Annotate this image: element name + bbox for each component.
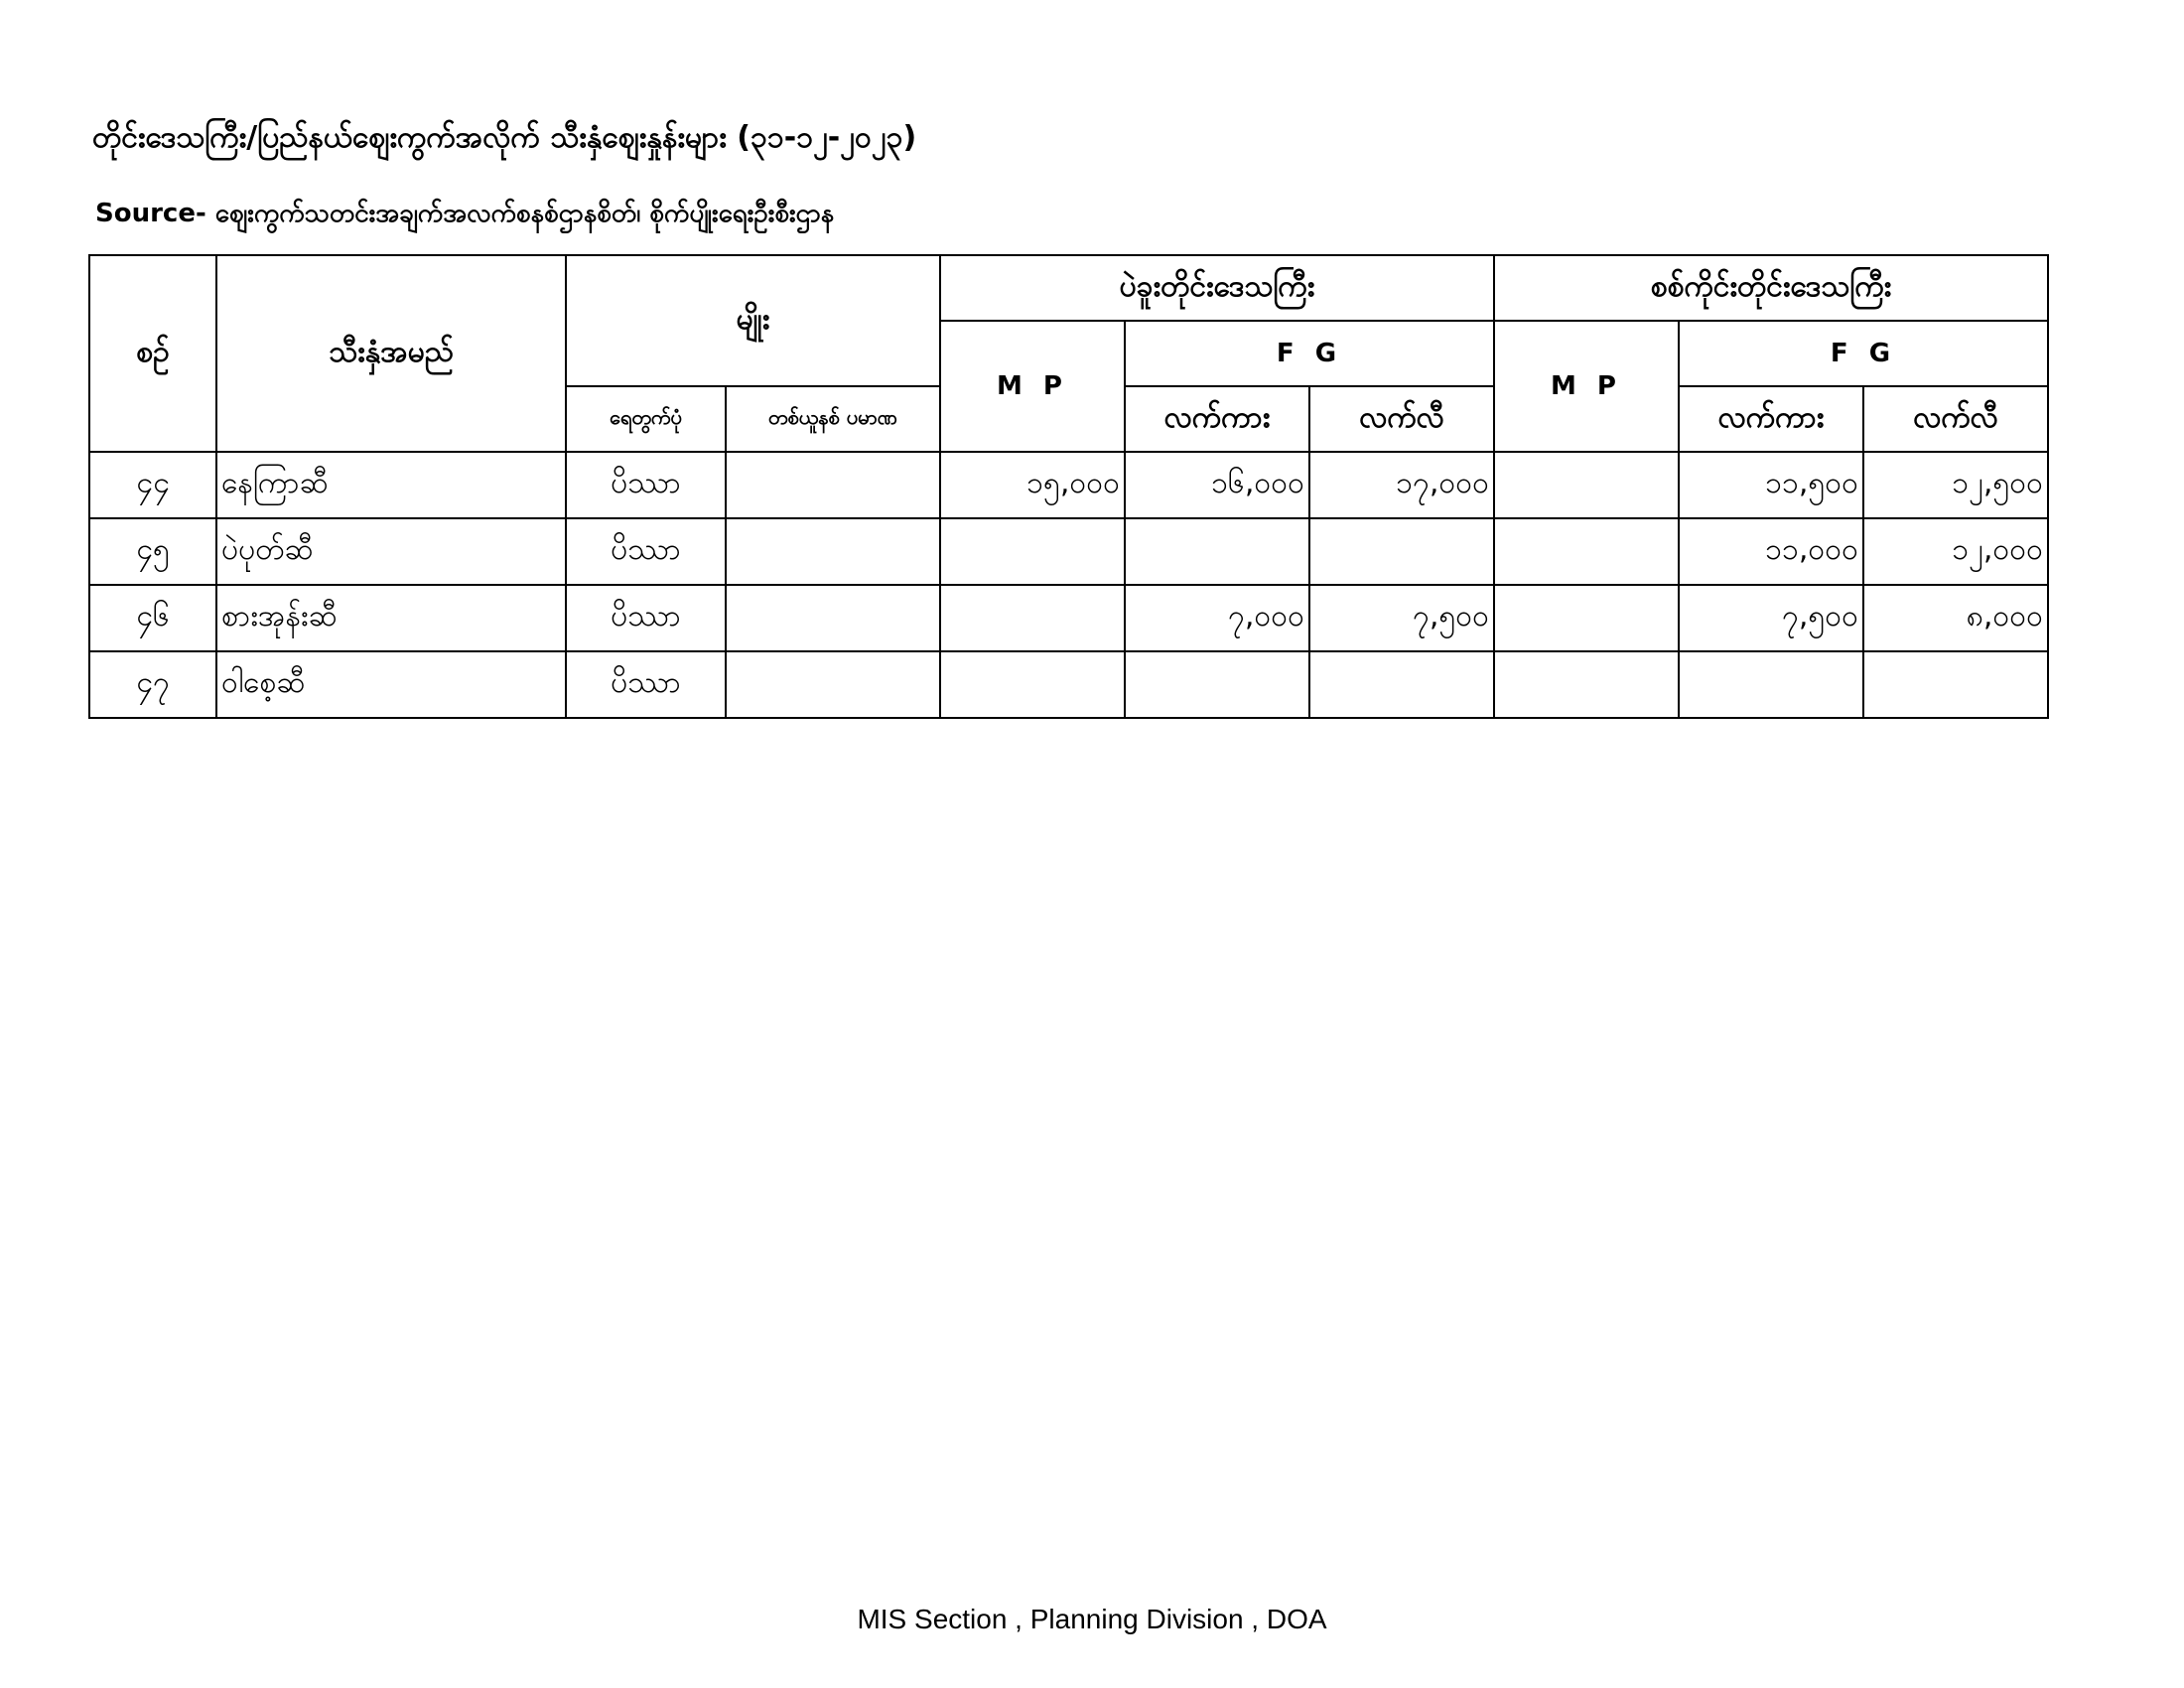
header-sagaing-fg: F G <box>1679 321 2048 386</box>
row-bago-retail <box>1309 518 1494 585</box>
table-row <box>89 585 2048 651</box>
row-no: ၄၆ <box>89 585 216 651</box>
row-bago-mp: ၁၅,၀၀၀ <box>940 452 1125 518</box>
page-title: တိုင်းဒေသကြီး/ပြည်နယ်ဈေးကွက်အလိုက် သီးနှံဈေးနှုန်းများ (၃၁-၁၂-၂၀၂၃) <box>92 120 917 155</box>
row-bago-mp <box>940 585 1125 651</box>
row-unit-quantity <box>726 452 940 518</box>
row-unit: ပိဿာ <box>566 452 726 518</box>
row-no: ၄၅ <box>89 518 216 585</box>
row-sagaing-mp <box>1494 452 1679 518</box>
row-sagaing-wholesale: ၇,၅၀၀ <box>1679 585 1863 651</box>
row-sagaing-retail: ၈,၀၀၀ <box>1863 585 2048 651</box>
table-row <box>89 452 2048 518</box>
header-sagaing-wholesale: လက်ကား <box>1679 386 1863 452</box>
row-sagaing-wholesale: ၁၁,၀၀၀ <box>1679 518 1863 585</box>
header-crop-name: သီးနှံအမည် <box>216 255 566 452</box>
header-bago-wholesale: လက်ကား <box>1125 386 1309 452</box>
row-sagaing-wholesale <box>1679 651 1863 718</box>
row-unit-quantity <box>726 585 940 651</box>
header-no: စဉ် <box>89 255 216 452</box>
row-sagaing-retail: ၁၂,၅၀၀ <box>1863 452 2048 518</box>
row-sagaing-mp <box>1494 518 1679 585</box>
row-bago-retail <box>1309 651 1494 718</box>
row-unit-quantity <box>726 651 940 718</box>
header-region-sagaing: စစ်ကိုင်းတိုင်းဒေသကြီး <box>1494 255 2048 321</box>
row-unit-quantity <box>726 518 940 585</box>
row-no: ၄၄ <box>89 452 216 518</box>
table-body <box>89 452 2048 718</box>
table-header <box>89 255 2048 452</box>
header-unit-count: ရေတွက်ပုံ <box>566 386 726 452</box>
row-bago-wholesale: ၁၆,၀၀၀ <box>1125 452 1309 518</box>
row-bago-retail: ၇,၅၀၀ <box>1309 585 1494 651</box>
header-unit-quantity: တစ်ယူနစ် ပမာဏ <box>726 386 940 452</box>
table-row <box>89 518 2048 585</box>
header-unit: မျိုး <box>566 255 940 386</box>
row-unit: ပိဿာ <box>566 585 726 651</box>
row-unit: ပိဿာ <box>566 651 726 718</box>
row-sagaing-wholesale: ၁၁,၅၀၀ <box>1679 452 1863 518</box>
table-row <box>89 651 2048 718</box>
row-crop-name: ဝါစေ့ဆီ <box>216 651 566 718</box>
row-sagaing-mp <box>1494 585 1679 651</box>
header-region-bago: ပဲခူးတိုင်းဒေသကြီး <box>940 255 1494 321</box>
header-bago-fg: F G <box>1125 321 1494 386</box>
row-bago-wholesale <box>1125 651 1309 718</box>
row-crop-name: ပဲပုတ်ဆီ <box>216 518 566 585</box>
header-sagaing-retail: လက်လီ <box>1863 386 2048 452</box>
row-bago-wholesale <box>1125 518 1309 585</box>
row-sagaing-retail: ၁၂,၀၀၀ <box>1863 518 2048 585</box>
header-bago-mp: M P <box>940 321 1125 452</box>
row-sagaing-mp <box>1494 651 1679 718</box>
row-unit: ပိဿာ <box>566 518 726 585</box>
price-table <box>88 254 2049 719</box>
row-bago-mp <box>940 651 1125 718</box>
row-no: ၄၇ <box>89 651 216 718</box>
row-crop-name: စားအုန်းဆီ <box>216 585 566 651</box>
header-bago-retail: လက်လီ <box>1309 386 1494 452</box>
header-sagaing-mp: M P <box>1494 321 1679 452</box>
row-crop-name: နေကြာဆီ <box>216 452 566 518</box>
row-bago-retail: ၁၇,၀၀၀ <box>1309 452 1494 518</box>
page-footer: MIS Section , Planning Division , DOA <box>857 1604 1327 1634</box>
row-bago-mp <box>940 518 1125 585</box>
source-note: Source- ဈေးကွက်သတင်းအချက်အလက်စနစ်ဌာနစိတ်၊ စိုက်ပျိုးရေးဦးစီးဌာန <box>95 199 835 228</box>
row-bago-wholesale: ၇,၀၀၀ <box>1125 585 1309 651</box>
row-sagaing-retail <box>1863 651 2048 718</box>
